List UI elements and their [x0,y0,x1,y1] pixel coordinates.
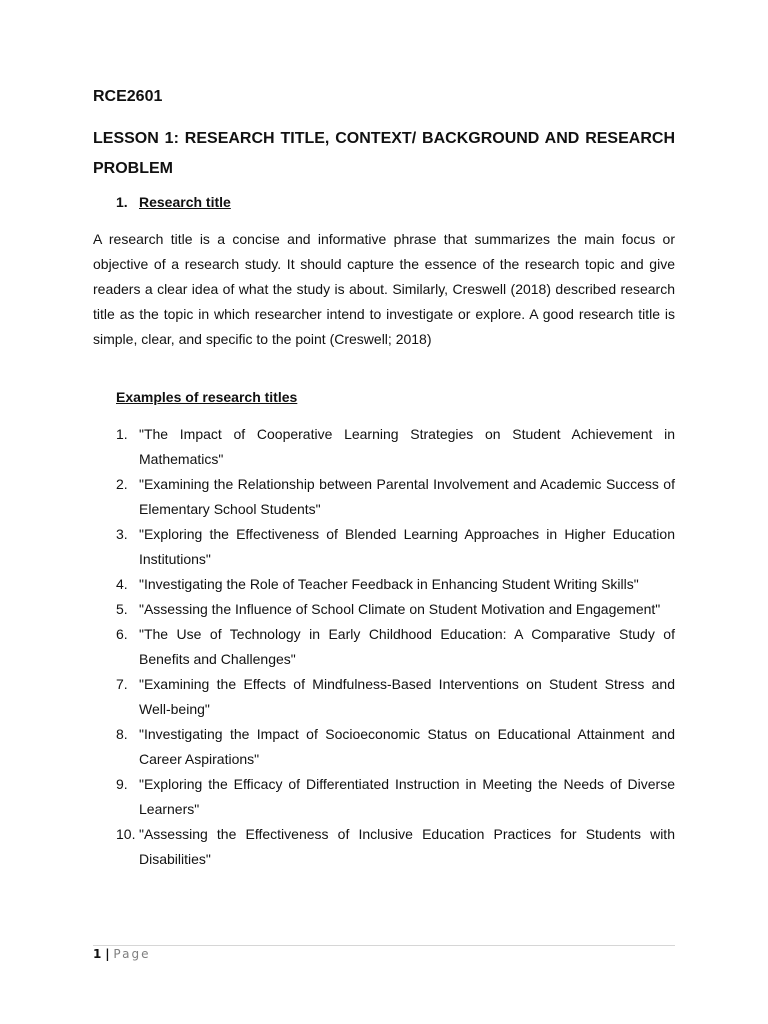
list-item-text: "Investigating the Role of Teacher Feedback in Enhancing Student Writing Skills" [139,576,639,592]
list-item-number: 4. [116,576,128,592]
lesson-title: LESSON 1: RESEARCH TITLE, CONTEXT/ BACKGROUND AND RESEARCH PROBLEM [93,130,675,177]
list-item [116,772,675,822]
list-item-text: "Exploring the Effectiveness of Blended Learning Approaches in Higher Education Institutions" [139,526,675,567]
list-item-number: 2. [116,476,128,492]
list-item [116,722,675,772]
list-item-number: 1. [116,426,128,442]
course-code: RCE2601 [93,88,163,105]
body-paragraph: A research title is a concise and informative phrase that summarizes the main focus or objective of a research study. It should capture the essence of the research topic and give readers a clear idea of what the study is about. Similarly, Creswell (2018) described research title as the topic in which researcher intend to investigate or explore. A good research title is simple, clear, and specific to the point (Creswell; 2018) [93,231,675,347]
page-footer [93,947,150,961]
examples-list [116,422,675,872]
list-item-number: 5. [116,601,128,617]
section-number: 1. [116,194,128,210]
list-item-number: 8. [116,726,128,742]
section-heading [116,194,231,210]
list-item [116,422,675,472]
list-item-text: "Exploring the Efficacy of Differentiated Instruction in Meeting the Needs of Diverse Learners" [139,776,675,817]
list-item-number: 9. [116,776,128,792]
list-item [116,572,675,597]
section-heading-text: Research title [139,194,231,210]
list-item-number: 7. [116,676,128,692]
page-label: Page [113,947,151,961]
list-item-text: "Examining the Effects of Mindfulness-Based Interventions on Student Stress and Well-being" [139,676,675,717]
list-item-text: "The Use of Technology in Early Childhood Education: A Comparative Study of Benefits and Challenges" [139,626,675,667]
list-item [116,472,675,522]
list-item-text: "Assessing the Influence of School Climate on Student Motivation and Engagement" [139,601,661,617]
page-number: 1 [93,947,102,961]
list-item [116,597,675,622]
list-item-number: 6. [116,626,128,642]
list-item [116,622,675,672]
list-item-text: "The Impact of Cooperative Learning Strategies on Student Achievement in Mathematics" [139,426,675,467]
list-item [116,522,675,572]
footer-divider [93,945,675,946]
list-item-number: 10. [116,826,136,842]
list-item [116,822,675,872]
footer-separator: | [105,947,110,961]
list-item-text: "Investigating the Impact of Socioeconomic Status on Educational Attainment and Career Aspirations" [139,726,675,767]
list-item-number: 3. [116,526,128,542]
list-item [116,672,675,722]
examples-heading: Examples of research titles [116,389,298,405]
list-item-text: "Examining the Relationship between Parental Involvement and Academic Success of Elementary School Students" [139,476,675,517]
list-item-text: "Assessing the Effectiveness of Inclusive Education Practices for Students with Disabilities" [139,826,675,867]
